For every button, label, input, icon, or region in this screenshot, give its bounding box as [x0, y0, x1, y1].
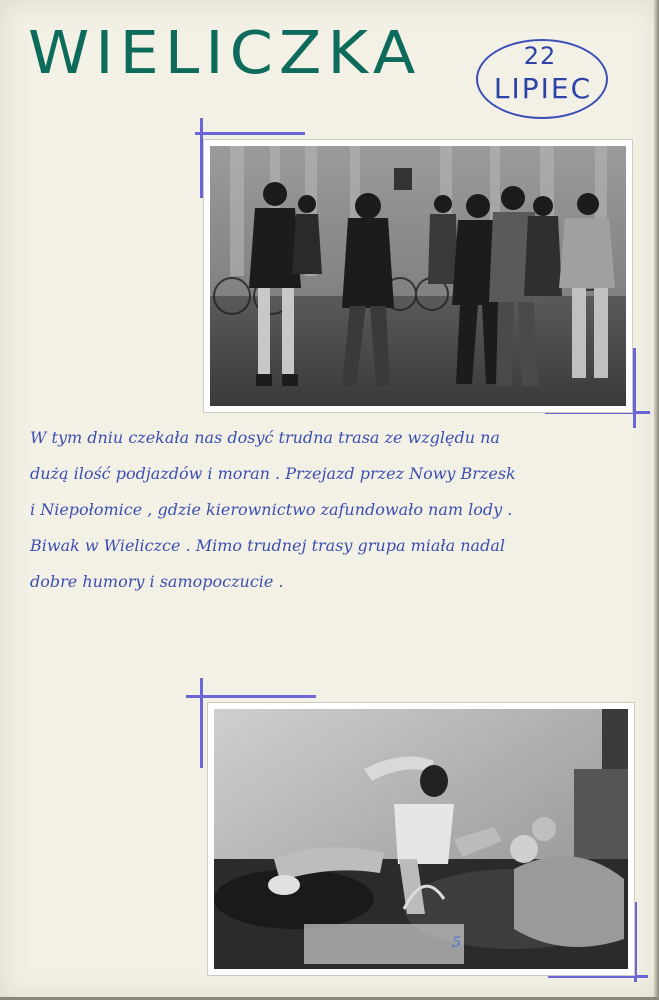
date-day: 22	[523, 42, 557, 70]
page-edge-right	[654, 0, 659, 1000]
text-line-2: dużą ilość podjazdów i moran . Przejazd przez Nowy Brzesk	[30, 464, 516, 483]
text-line-4: Biwak w Wieliczce . Mimo trudnej trasy grupa miała nadal	[30, 536, 505, 555]
corner-marker-top-left-h-2	[186, 695, 316, 698]
corner-marker-top-left-h	[195, 132, 305, 135]
photo-top	[204, 140, 632, 412]
group-of-cyclists-photo-icon	[210, 146, 626, 406]
handwritten-text	[30, 420, 620, 600]
photo-bottom	[208, 703, 634, 975]
corner-marker-bottom-right-h-2	[548, 975, 648, 978]
corner-marker-top-left-v-2	[200, 678, 203, 768]
corner-marker-top-left-v	[200, 118, 203, 198]
campers-resting-photo-icon	[214, 709, 628, 969]
date-month: LIPIEC	[493, 72, 593, 105]
text-line-3: i Niepołomice , gdzie kierownictwo zafundowało nam lody .	[30, 500, 513, 519]
pen-mark: 5	[452, 935, 461, 951]
page-title: WIELICZKA	[28, 17, 422, 88]
text-line-1: W tym dniu czekała nas dosyć trudna trasa ze względu na	[30, 428, 500, 447]
corner-marker-bottom-right-v	[633, 348, 636, 428]
text-line-5: dobre humory i samopoczucie .	[30, 572, 284, 591]
corner-marker-bottom-right-v-2	[634, 902, 637, 982]
